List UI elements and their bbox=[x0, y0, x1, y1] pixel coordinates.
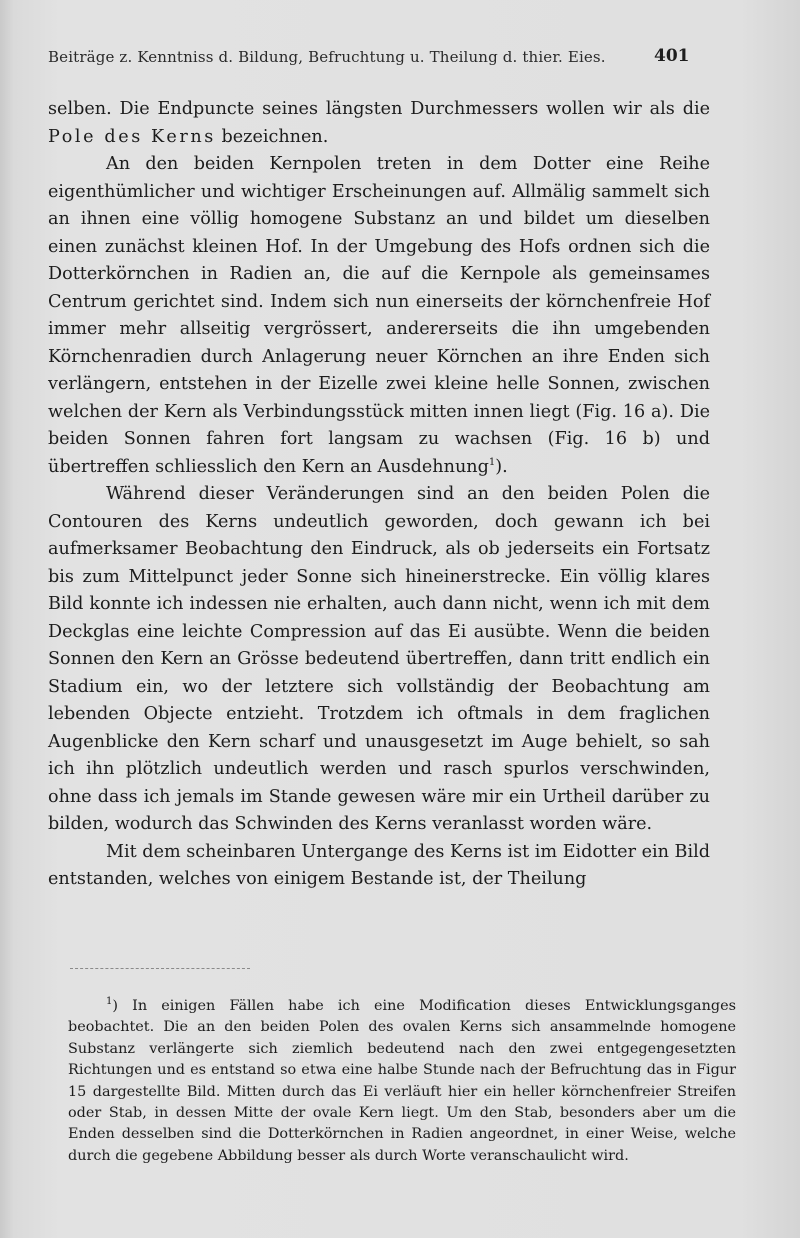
paragraph-1 bbox=[48, 96, 710, 151]
paragraph-2-end: ). bbox=[495, 456, 508, 477]
main-text bbox=[48, 96, 710, 894]
footnote-reference[interactable]: 1 bbox=[488, 456, 496, 468]
running-head: Beiträge z. Kenntniss d. Bildung, Befruchtung u. Theilung d. thier. Eies. bbox=[48, 48, 606, 66]
page-number: 401 bbox=[654, 46, 690, 66]
footnote-body: ) In einigen Fällen habe ich eine Modification dieses Entwicklungsganges beobachtet. Die an den beiden Polen des ovalen Kerns sich ansammelnde homogene Substanz verlängerte sich ziemlich bedeutend nach den zwei entgegengesetzten Richtungen und es entstand so etwa eine halbe Stunde nach der Befruchtung das in Figur 15 dargestellte Bild. Mitten durch das Ei verläuft hier ein heller körnchenfreier Streifen oder Stab, in dessen Mitte der ovale Kern liegt. Um den Stab, besonders aber um die Enden desselben sind die Dotterkörnchen in Radien angeordnet, in einer Weise, welche durch die gegebene Abbildung besser als durch Worte veranschaulicht wird. bbox=[68, 998, 736, 1164]
paragraph-2-text: An den beiden Kernpolen treten in dem Dotter eine Reihe eigenthümlicher und wichtiger Erscheinungen auf. Allmälig sammelt sich an ihnen eine völlig homogene Substanz an und bildet um dieselben einen zunächst kleinen Hof. In der Umgebung des Hofs ordnen sich die Dotterkörnchen in Radien an, die auf die Kernpole als gemeinsames Centrum gerichtet sind. Indem sich nun einerseits der körnchenfreie Hof immer mehr allseitig vergrössert, andererseits die ihn umgebenden Körnchenradien durch Anlagerung neuer Körnchen an ihre Enden sich verlängern, entstehen in der Eizelle zwei kleine helle Sonnen, zwischen welchen der Kern als Verbindungsstück mitten innen liegt (Fig. 16 a). Die beiden Sonnen fahren fort langsam zu wachsen (Fig. 16 b) und übertreffen schliesslich den Kern an Ausdehnung bbox=[48, 154, 710, 477]
paragraph-3: Während dieser Veränderungen sind an den beiden Polen die Contouren des Kerns undeutlich geworden, doch gewann ich bei aufmerksamer Beobachtung den Eindruck, als ob jederseits ein Fortsatz bis zum Mittelpunct jeder Sonne sich hineinerstrecke. Ein völlig klares Bild konnte ich indessen nie erhalten, auch dann nicht, wenn ich mit dem Deckglas eine leichte Compression auf das Ei ausübte. Wenn die beiden Sonnen den Kern an Grösse bedeutend übertreffen, dann tritt endlich ein Stadium ein, wo der letztere sich vollständig der Beobachtung am lebenden Objecte entzieht. Trotzdem ich oftmals in dem fraglichen Augenblicke den Kern scharf und unausgesetzt im Auge behielt, so sah ich ihn plötzlich undeutlich werden und rasch spurlos verschwinden, ohne dass ich jemals im Stande gewesen wäre mir ein Urtheil darüber zu bilden, wodurch das Schwinden des Kerns veranlasst worden wäre. bbox=[48, 484, 710, 834]
paragraph-4: Mit dem scheinbaren Untergange des Kerns ist im Eidotter ein Bild entstanden, welches von einigem Bestande ist, der Theilung bbox=[48, 841, 710, 889]
paragraph-1-start: selben. Die Endpuncte seines längsten Durchmessers wollen wir als die bbox=[48, 99, 710, 119]
footnote-text bbox=[68, 996, 736, 1167]
paragraph-1-end: bezeichnen. bbox=[215, 126, 329, 147]
emphasized-term: Pole des Kerns bbox=[48, 126, 216, 147]
footnote-separator bbox=[70, 968, 250, 969]
paragraph-2 bbox=[48, 151, 710, 481]
footnote bbox=[68, 996, 736, 1167]
footnote-marker: 1 bbox=[106, 996, 113, 1008]
